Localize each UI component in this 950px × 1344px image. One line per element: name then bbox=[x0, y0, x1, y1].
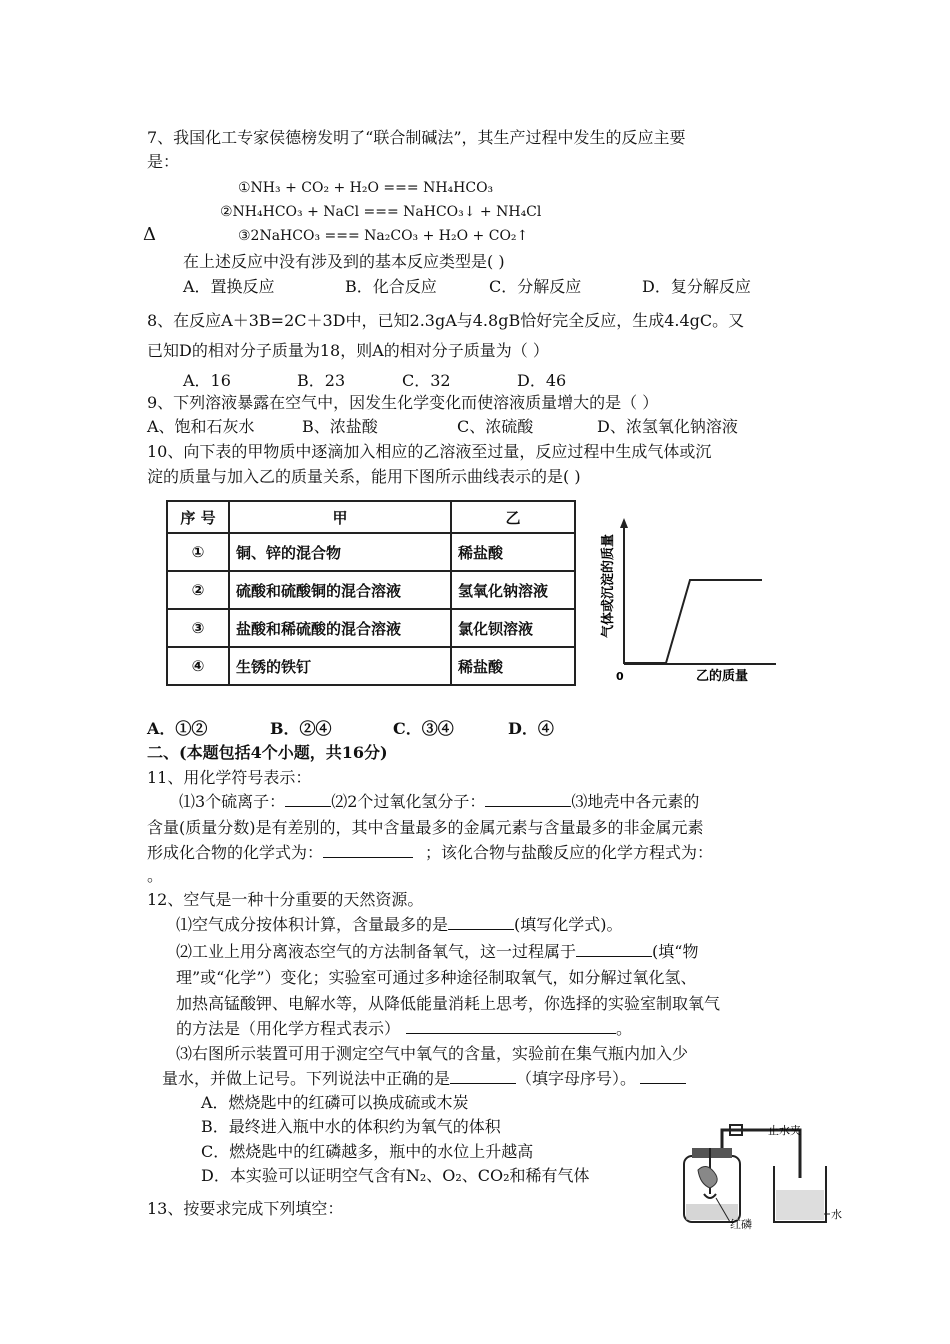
q12-p1a: ⑴空气成分按体积计算，含量最多的是 bbox=[176, 915, 449, 934]
q7-option-c: C．分解反应 bbox=[489, 277, 582, 296]
q12-p2e: 的方法是（用化学方程式表示） bbox=[176, 1019, 401, 1038]
q8-option-c: C．32 bbox=[402, 371, 451, 390]
q11-line3: 含量(质量分数)是有差别的，其中含量最多的金属元素与含量最多的非金属元素 bbox=[147, 818, 704, 837]
table-cell: 氢氧化钠溶液 bbox=[451, 571, 575, 609]
q10-line1: 10、向下表的甲物质中逐滴加入相应的乙溶液至过量，反应过程中生成气体或沉 bbox=[147, 442, 712, 461]
q7-reaction-2: ②NH₄HCO₃ + NaCl === NaHCO₃↓ + NH₄Cl bbox=[220, 204, 542, 220]
q7-option-d: D．复分解反应 bbox=[642, 277, 751, 296]
q10-table bbox=[166, 500, 576, 686]
q8-line1: 8、在反应A＋3B=2C＋3D中，已知2.3gA与4.8gB恰好完全反应，生成4.4gC。又 bbox=[147, 311, 745, 330]
answer-blank[interactable] bbox=[285, 792, 331, 807]
graph-y-arrow bbox=[620, 518, 628, 528]
q11-line2 bbox=[179, 792, 699, 812]
q11-line5: 。 bbox=[147, 866, 164, 885]
rubber-stopper bbox=[692, 1148, 732, 1158]
smoke-shape bbox=[698, 1166, 717, 1188]
q12-p2a: ⑵工业上用分离液态空气的方法制备氧气，这一过程属于 bbox=[176, 942, 577, 961]
q12-p2f: 。 bbox=[616, 1019, 633, 1038]
q8-option-b: B．23 bbox=[297, 371, 346, 390]
q12-line1: 12、空气是一种十分重要的天然资源。 bbox=[147, 890, 424, 909]
q12-part2-line2: 理”或“化学”）变化；实验室可通过多种途径制取氧气，如分解过氧化氢、 bbox=[176, 968, 697, 987]
table-cell: 稀盐酸 bbox=[451, 533, 575, 571]
table-cell: 稀盐酸 bbox=[451, 647, 575, 685]
glass-tube bbox=[722, 1130, 800, 1178]
q9-option-d: D、浓氢氧化钠溶液 bbox=[597, 417, 738, 436]
q11-line4 bbox=[147, 843, 713, 863]
table-row bbox=[167, 647, 575, 685]
table-row bbox=[167, 609, 575, 647]
q11-line4b: ；该化合物与盐酸反应的化学方程式为： bbox=[425, 843, 714, 862]
graph-curve bbox=[624, 580, 762, 663]
q8-line2: 已知D的相对分子质量为18，则A的相对分子质量为（ ） bbox=[147, 341, 549, 360]
table-row bbox=[167, 571, 575, 609]
q12-option-a: A．燃烧匙中的红磷可以换成硫或木炭 bbox=[201, 1093, 469, 1112]
answer-blank[interactable] bbox=[448, 915, 514, 930]
q12-option-b: B．最终进入瓶中水的体积约为氧气的体积 bbox=[201, 1117, 501, 1136]
q10-graph bbox=[590, 512, 790, 692]
q11-line1: 11、用化学符号表示： bbox=[147, 768, 312, 787]
q11-part1: ⑴3个硫离子： bbox=[179, 792, 286, 811]
q12-part1 bbox=[176, 915, 623, 935]
beaker-water bbox=[776, 1190, 824, 1220]
q7-question: 在上述反应中没有涉及到的基本反应类型是( ) bbox=[183, 252, 505, 271]
table-row bbox=[167, 533, 575, 571]
table-cell: ④ bbox=[167, 647, 229, 685]
q7-reaction-1: ①NH₃ + CO₂ + H₂O === NH₄HCO₃ bbox=[238, 180, 494, 196]
q12-part2-line3: 加热高锰酸钾、电解水等，从降低能量消耗上思考，你选择的实验室制取氧气 bbox=[176, 994, 721, 1013]
table-cell: 氯化钡溶液 bbox=[451, 609, 575, 647]
table-cell: ② bbox=[167, 571, 229, 609]
q10-header-yi: 乙 bbox=[451, 501, 575, 533]
clamp-label: 止水夹 bbox=[768, 1124, 801, 1137]
q12-option-c: C．燃烧匙中的红磷越多，瓶中的水位上升越高 bbox=[201, 1142, 534, 1161]
table-cell: 生锈的铁钉 bbox=[229, 647, 451, 685]
q10-option-c: C．③④ bbox=[393, 719, 454, 738]
q9-line1: 9、下列溶液暴露在空气中，因发生化学变化而使溶液质量增大的是（ ） bbox=[147, 393, 659, 412]
q12-p3c: （填字母序号）。 bbox=[516, 1069, 637, 1088]
q12-part3-line2 bbox=[162, 1069, 686, 1089]
q10-header-jia: 甲 bbox=[229, 501, 451, 533]
water-label: 水 bbox=[831, 1208, 842, 1221]
answer-blank[interactable] bbox=[450, 1069, 516, 1084]
q9-option-c: C、浓硫酸 bbox=[457, 417, 534, 436]
q7-line2: 是： bbox=[147, 152, 180, 171]
answer-blank[interactable] bbox=[406, 1019, 616, 1034]
answer-blank[interactable] bbox=[485, 792, 571, 807]
q12-part2-line4 bbox=[176, 1019, 632, 1039]
heat-delta-mark: Δ bbox=[143, 224, 156, 245]
q11-line4a: 形成化合物的化学式为： bbox=[147, 843, 324, 862]
q12-part2-line1 bbox=[176, 942, 698, 962]
answer-blank[interactable] bbox=[323, 843, 413, 858]
q12-p3b: 量水，并做上记号。下列说法中正确的是 bbox=[162, 1069, 451, 1088]
oxygen-apparatus-figure bbox=[670, 1118, 840, 1230]
q12-part3-line1: ⑶右图所示装置可用于测定空气中氧气的含量，实验前在集气瓶内加入少 bbox=[176, 1044, 689, 1063]
q12-option-d: D．本实验可以证明空气含有N₂、O₂、CO₂和稀有气体 bbox=[201, 1166, 590, 1185]
q12-p2b: (填“物 bbox=[652, 942, 699, 961]
answer-blank[interactable] bbox=[640, 1069, 686, 1084]
graph-xlabel: 乙的质量 bbox=[696, 669, 749, 684]
q10-header-no: 序 号 bbox=[167, 501, 229, 533]
section2-title: 二、(本题包括4个小题，共16分) bbox=[147, 743, 388, 762]
table-cell: 铜、锌的混合物 bbox=[229, 533, 451, 571]
phosphorus-label: 红磷 bbox=[730, 1218, 752, 1231]
q7-option-a: A．置换反应 bbox=[183, 277, 275, 296]
q11-part3: ⑶地壳中各元素的 bbox=[571, 792, 700, 811]
q7-line1: 7、我国化工专家侯德榜发明了“联合制碱法”，其生产过程中发生的反应主要 bbox=[147, 128, 686, 147]
table-cell: 盐酸和稀硫酸的混合溶液 bbox=[229, 609, 451, 647]
graph-origin: 0 bbox=[616, 670, 624, 683]
q10-option-b: B．②④ bbox=[270, 719, 332, 738]
q10-option-a: A．①② bbox=[147, 719, 208, 738]
q8-option-d: D．46 bbox=[517, 371, 567, 390]
answer-blank[interactable] bbox=[576, 942, 652, 957]
q13-line1: 13、按要求完成下列填空： bbox=[147, 1199, 344, 1218]
q10-table-header bbox=[167, 501, 575, 533]
q9-option-a: A、饱和石灰水 bbox=[147, 417, 255, 436]
q10-option-d: D．④ bbox=[508, 719, 554, 738]
q7-option-b: B．化合反应 bbox=[345, 277, 437, 296]
q7-reaction-3: ③2NaHCO₃ === Na₂CO₃ + H₂O + CO₂↑ bbox=[238, 228, 529, 244]
q9-option-b: B、浓盐酸 bbox=[302, 417, 378, 436]
combustion-spoon bbox=[704, 1194, 716, 1198]
q11-part2: ⑵2个过氧化氢分子： bbox=[331, 792, 486, 811]
q12-p1b: (填写化学式)。 bbox=[514, 915, 623, 934]
table-cell: 硫酸和硫酸铜的混合溶液 bbox=[229, 571, 451, 609]
q10-line2: 淀的质量与加入乙的质量关系，能用下图所示曲线表示的是( ) bbox=[147, 467, 581, 486]
q8-option-a: A．16 bbox=[183, 371, 231, 390]
table-cell: ① bbox=[167, 533, 229, 571]
table-cell: ③ bbox=[167, 609, 229, 647]
graph-ylabel: 气体或沉淀的质量 bbox=[601, 533, 616, 638]
